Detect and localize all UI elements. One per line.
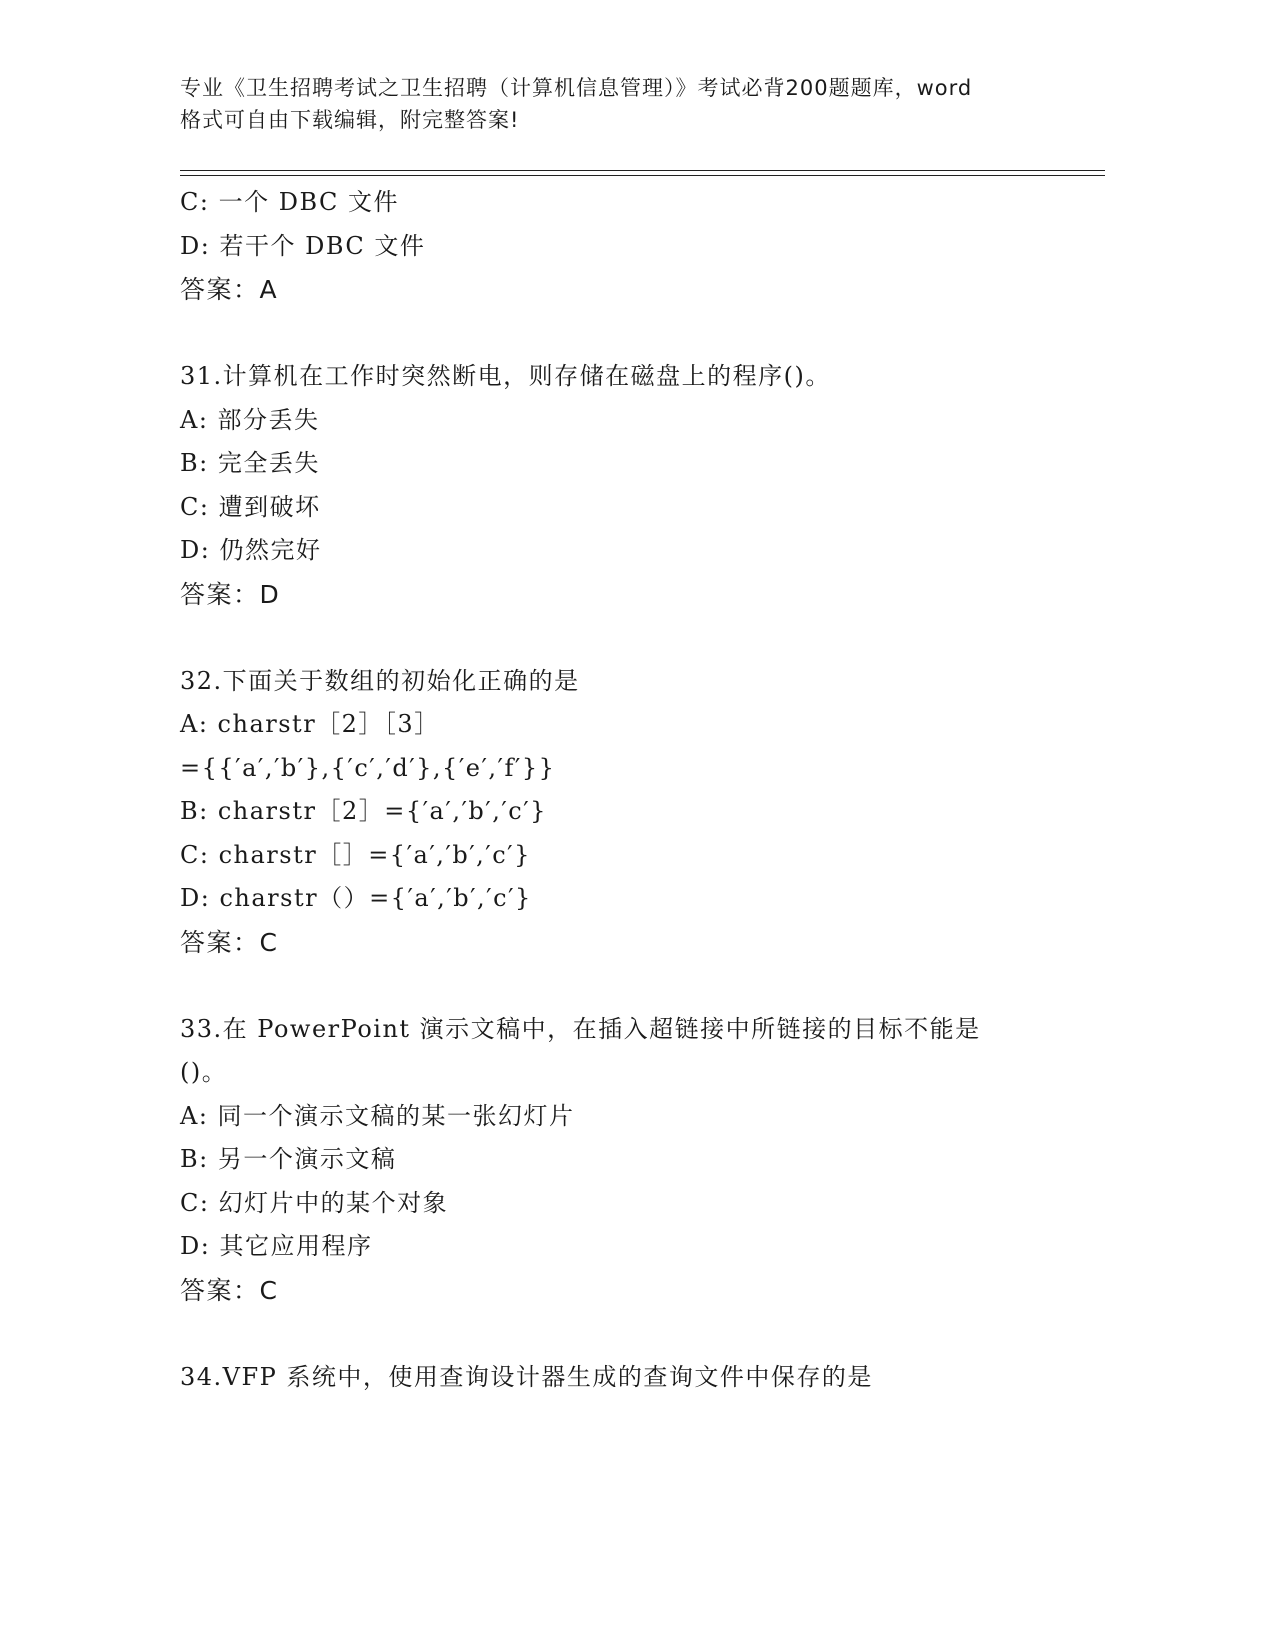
answer: 答案：C <box>180 927 279 957</box>
option-a: A: charstr［2］［3］ <box>180 710 440 738</box>
question-stem: 34.VFP 系统中，使用查询设计器生成的查询文件中保存的是 <box>180 1362 873 1391</box>
question-list <box>180 181 1080 1399</box>
option-d: D: 其它应用程序 <box>180 1232 373 1260</box>
option-a: A: 同一个演示文稿的某一张幻灯片 <box>180 1101 575 1130</box>
question-30-continued <box>180 181 1080 312</box>
option-d: D: 仍然完好 <box>180 536 322 564</box>
option-d: D: 若干个 DBC 文件 <box>180 231 426 260</box>
question-31 <box>180 355 1080 616</box>
option-c: C: 遭到破坏 <box>180 492 321 521</box>
option-b: B: charstr［2］={′a′,′b′,′c′} <box>180 797 547 825</box>
header-line-1: 专业《卫生招聘考试之卫生招聘（计算机信息管理）》考试必背200题题库，word <box>180 76 973 100</box>
option-b: B: 完全丢失 <box>180 449 320 477</box>
option-c: C: charstr［］={′a′,′b′,′c′} <box>180 840 531 869</box>
answer: 答案：D <box>180 579 281 609</box>
option-b: B: 另一个演示文稿 <box>180 1145 397 1173</box>
answer: 答案：A <box>180 275 279 304</box>
header-divider-top <box>180 170 1105 171</box>
question-stem-continued: ()。 <box>180 1058 228 1086</box>
question-34 <box>180 1356 1080 1400</box>
option-d: D: charstr（）={′a′,′b′,′c′} <box>180 884 532 912</box>
option-a: A: 部分丢失 <box>180 405 320 434</box>
header-line-2: 格式可自由下载编辑，附完整答案! <box>180 108 520 132</box>
question-stem: 32.下面关于数组的初始化正确的是 <box>180 666 580 695</box>
question-33 <box>180 1008 1080 1313</box>
question-stem: 33.在 PowerPoint 演示文稿中，在插入超链接中所链接的目标不能是 <box>180 1014 981 1043</box>
header-divider-bottom <box>180 175 1105 176</box>
option-a-continued: ={{′a′,′b′},{′c′,′d′},{′e′,′f′}} <box>180 753 556 782</box>
question-32 <box>180 660 1080 965</box>
question-stem: 31.计算机在工作时突然断电，则存储在磁盘上的程序()。 <box>180 362 831 390</box>
answer: 答案：C <box>180 1275 279 1305</box>
document-header <box>180 72 1060 136</box>
option-c: C: 一个 DBC 文件 <box>180 188 400 216</box>
option-c: C: 幻灯片中的某个对象 <box>180 1188 449 1217</box>
